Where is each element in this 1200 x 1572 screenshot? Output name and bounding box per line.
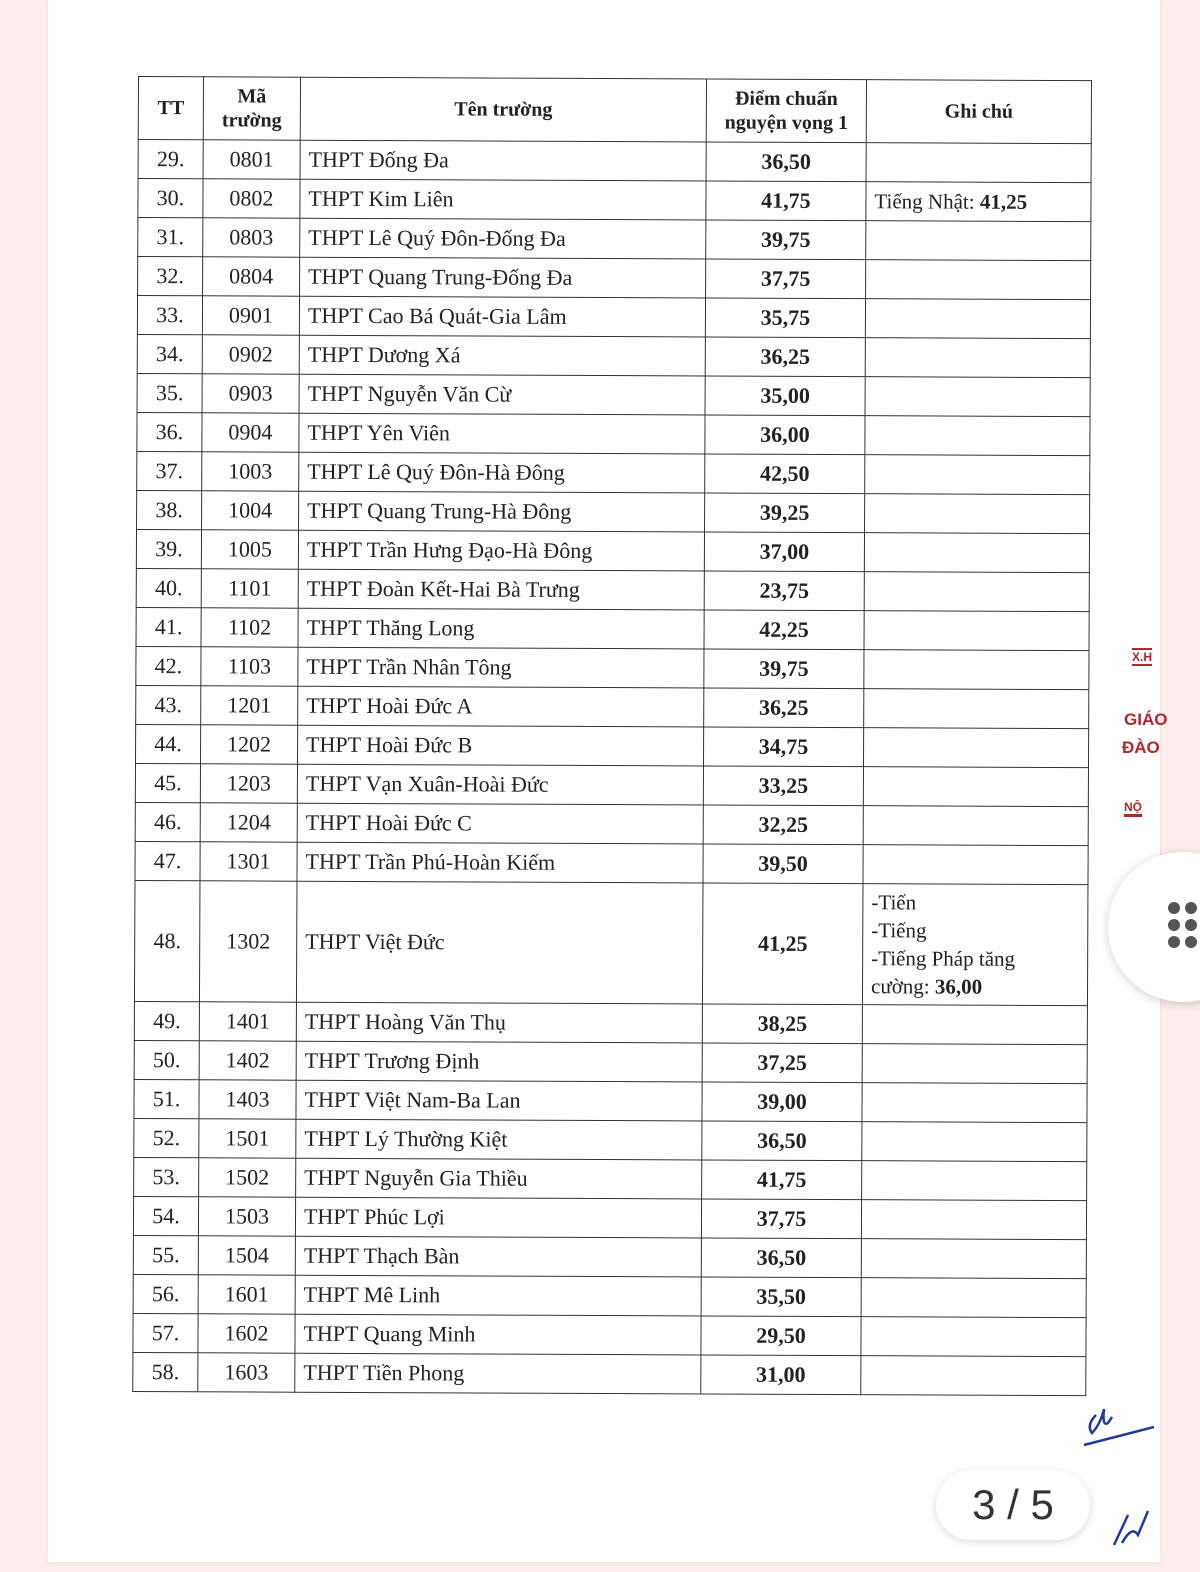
school-name: THPT Thăng Long <box>298 608 704 649</box>
table-row <box>136 724 1089 767</box>
note <box>863 806 1088 846</box>
table-row <box>137 490 1090 533</box>
row-number: 49. <box>134 1001 199 1040</box>
school-name: THPT Trần Hưng Đạo-Hà Đông <box>298 530 704 571</box>
table-row <box>134 1118 1087 1161</box>
stamp-fragment: ĐÀO <box>1122 738 1160 757</box>
row-number: 51. <box>134 1079 199 1118</box>
table-row <box>137 334 1090 377</box>
row-number: 30. <box>138 179 203 218</box>
school-name: THPT Nguyễn Gia Thiều <box>296 1158 702 1199</box>
row-number: 40. <box>136 568 201 607</box>
note <box>866 143 1091 183</box>
stamp-fragment: X.H <box>1132 650 1153 664</box>
note <box>864 533 1089 573</box>
school-code: 0804 <box>203 257 300 296</box>
table-row <box>136 607 1089 650</box>
score: 42,50 <box>705 454 865 494</box>
table-row <box>137 451 1090 494</box>
score: 29,50 <box>701 1316 861 1356</box>
school-name: THPT Việt Đức <box>296 881 703 1004</box>
stamp-fragment: GIÁO <box>1124 710 1168 729</box>
school-name: THPT Hoàng Văn Thụ <box>296 1002 702 1043</box>
table-row <box>138 140 1091 183</box>
school-code: 1203 <box>200 764 297 803</box>
row-number: 36. <box>137 412 202 451</box>
note <box>866 221 1091 261</box>
stamp-fragment: NỘ <box>1124 800 1142 817</box>
table-row <box>138 218 1091 261</box>
note <box>866 260 1091 300</box>
score: 39,50 <box>703 844 863 884</box>
note <box>865 416 1090 456</box>
school-code: 0801 <box>203 140 300 179</box>
table-row <box>133 1313 1086 1356</box>
row-number: 47. <box>135 841 200 880</box>
row-number: 39. <box>136 529 201 568</box>
school-name: THPT Lê Quý Đôn-Đống Đa <box>300 218 706 259</box>
row-number: 48. <box>134 880 200 1001</box>
table-row <box>137 412 1090 455</box>
note <box>862 1122 1087 1162</box>
table-row <box>133 1235 1086 1278</box>
table-row <box>134 1001 1087 1044</box>
row-number: 53. <box>134 1157 199 1196</box>
school-code: 0903 <box>202 374 299 413</box>
row-number: 43. <box>136 685 201 724</box>
school-name: THPT Hoài Đức B <box>297 725 703 766</box>
row-number: 46. <box>135 802 200 841</box>
score: 31,00 <box>701 1355 861 1395</box>
score: 36,50 <box>701 1238 861 1278</box>
table-row <box>138 179 1091 222</box>
table-row <box>137 296 1090 339</box>
note <box>861 1200 1086 1240</box>
school-name: THPT Tiền Phong <box>295 1353 701 1394</box>
school-code: 0803 <box>203 218 300 257</box>
note <box>865 338 1090 378</box>
school-name: THPT Quang Trung-Đống Đa <box>300 257 706 298</box>
school-code: 1004 <box>202 491 299 530</box>
score: 36,50 <box>706 142 866 182</box>
school-code: 1403 <box>199 1080 296 1119</box>
row-number: 33. <box>137 296 202 335</box>
note <box>862 1161 1087 1201</box>
score: 36,50 <box>702 1121 862 1161</box>
note <box>862 1005 1087 1045</box>
score: 41,75 <box>706 181 866 221</box>
row-number: 54. <box>133 1196 198 1235</box>
school-code: 1302 <box>199 881 297 1002</box>
table-row <box>137 373 1090 416</box>
school-code: 1101 <box>201 569 298 608</box>
school-name: THPT Quang Minh <box>295 1314 701 1355</box>
row-number: 32. <box>138 257 203 296</box>
score: 35,00 <box>705 376 865 416</box>
note <box>864 650 1089 690</box>
signature-mark <box>1078 1395 1158 1455</box>
score: 39,75 <box>704 649 864 689</box>
note: -Tiến -Tiếng -Tiếng Pháp tăng cường: 36,00 <box>862 884 1088 1006</box>
header-school-name: Tên trường <box>300 77 706 142</box>
note <box>863 728 1088 768</box>
admission-scores-table <box>132 76 1092 1396</box>
row-number: 56. <box>133 1274 198 1313</box>
score: 37,75 <box>701 1199 861 1239</box>
note <box>865 455 1090 495</box>
row-number: 50. <box>134 1040 199 1079</box>
row-number: 41. <box>136 607 201 646</box>
score: 34,75 <box>703 727 863 767</box>
score: 33,25 <box>703 766 863 806</box>
row-number: 58. <box>133 1352 198 1391</box>
school-name: THPT Thạch Bàn <box>295 1236 701 1277</box>
note: Tiếng Nhật: 41,25 <box>866 182 1091 222</box>
note <box>864 572 1089 612</box>
row-number: 35. <box>137 373 202 412</box>
school-name: THPT Hoài Đức A <box>298 686 704 727</box>
score: 36,00 <box>705 415 865 455</box>
note <box>864 611 1089 651</box>
table-row <box>136 568 1089 611</box>
school-name: THPT Trương Định <box>296 1041 702 1082</box>
school-name: THPT Mê Linh <box>295 1275 701 1316</box>
school-code: 0902 <box>202 335 299 374</box>
score: 38,25 <box>702 1004 862 1044</box>
page-counter: 3 / 5 <box>936 1470 1090 1540</box>
table-row <box>136 529 1089 572</box>
school-code: 1401 <box>199 1002 296 1041</box>
school-name: THPT Đoàn Kết-Hai Bà Trưng <box>298 569 704 610</box>
school-name: THPT Nguyễn Văn Cừ <box>299 374 705 415</box>
table-row <box>135 841 1088 884</box>
row-number: 44. <box>136 724 201 763</box>
row-number: 42. <box>136 646 201 685</box>
school-name: THPT Trần Nhân Tông <box>298 647 704 688</box>
score: 23,75 <box>704 571 864 611</box>
table-row <box>134 1157 1087 1200</box>
signature-mark <box>1108 1505 1158 1555</box>
note <box>865 494 1090 534</box>
note <box>861 1356 1086 1396</box>
school-name: THPT Dương Xá <box>299 335 705 376</box>
school-code: 1102 <box>201 608 298 647</box>
score: 32,25 <box>703 805 863 845</box>
score: 41,75 <box>702 1160 862 1200</box>
school-code: 1503 <box>198 1197 295 1236</box>
school-code: 1204 <box>200 803 297 842</box>
score: 42,25 <box>704 610 864 650</box>
note <box>861 1278 1086 1318</box>
table-row <box>134 880 1088 1005</box>
school-code: 1603 <box>198 1353 295 1392</box>
school-name: THPT Vạn Xuân-Hoài Đức <box>297 764 703 805</box>
grid-dots-icon <box>1168 902 1200 948</box>
row-number: 38. <box>137 490 202 529</box>
row-number: 31. <box>138 218 203 257</box>
table-header <box>138 77 1091 144</box>
note <box>865 299 1090 339</box>
school-code: 1402 <box>199 1041 296 1080</box>
note <box>862 1044 1087 1084</box>
table-row <box>133 1196 1086 1239</box>
score: 39,25 <box>705 493 865 533</box>
note <box>863 767 1088 807</box>
score: 35,75 <box>705 298 865 338</box>
school-name: THPT Lê Quý Đôn-Hà Đông <box>299 452 705 493</box>
school-name: THPT Trần Phú-Hoàn Kiếm <box>297 842 703 883</box>
header-school-code: Mã trường <box>203 77 300 140</box>
row-number: 57. <box>133 1313 198 1352</box>
score: 37,75 <box>706 259 866 299</box>
row-number: 52. <box>134 1118 199 1157</box>
school-code: 1501 <box>199 1119 296 1158</box>
school-code: 1301 <box>200 842 297 881</box>
school-code: 1005 <box>201 530 298 569</box>
note <box>861 1317 1086 1357</box>
table-row <box>133 1352 1086 1395</box>
school-code: 1103 <box>201 647 298 686</box>
school-name: THPT Kim Liên <box>300 179 706 220</box>
school-code: 1504 <box>198 1236 295 1275</box>
note <box>864 689 1089 729</box>
table-row <box>135 763 1088 806</box>
row-number: 37. <box>137 451 202 490</box>
score: 39,75 <box>706 220 866 260</box>
row-number: 34. <box>137 334 202 373</box>
school-name: THPT Quang Trung-Hà Đông <box>299 491 705 532</box>
school-code: 1601 <box>198 1275 295 1314</box>
table-row <box>136 646 1089 689</box>
school-code: 0904 <box>202 413 299 452</box>
header-tt: TT <box>138 77 203 140</box>
header-note: Ghi chú <box>866 80 1091 144</box>
header-score: Điểm chuẩn nguyện vọng 1 <box>706 79 866 143</box>
row-number: 55. <box>133 1235 198 1274</box>
school-name: THPT Yên Viên <box>299 413 705 454</box>
school-code: 1201 <box>201 686 298 725</box>
school-name: THPT Cao Bá Quát-Gia Lâm <box>299 296 705 337</box>
school-code: 0802 <box>203 179 300 218</box>
school-code: 1202 <box>200 725 297 764</box>
table-row <box>135 802 1088 845</box>
note <box>865 377 1090 417</box>
table-row <box>134 1079 1087 1122</box>
note <box>863 845 1088 885</box>
table-row <box>134 1040 1087 1083</box>
table-row <box>136 685 1089 728</box>
school-code: 0901 <box>202 296 299 335</box>
school-name: THPT Phúc Lợi <box>295 1197 701 1238</box>
score: 36,25 <box>705 337 865 377</box>
school-code: 1003 <box>202 452 299 491</box>
score: 36,25 <box>704 688 864 728</box>
table-row <box>133 1274 1086 1317</box>
table-row <box>138 257 1091 300</box>
school-code: 1502 <box>199 1158 296 1197</box>
note <box>861 1239 1086 1279</box>
score: 37,25 <box>702 1043 862 1083</box>
score: 39,00 <box>702 1082 862 1122</box>
school-name: THPT Đống Đa <box>300 140 706 181</box>
note <box>862 1083 1087 1123</box>
score: 41,25 <box>702 883 863 1005</box>
school-name: THPT Lý Thường Kiệt <box>296 1119 702 1160</box>
row-number: 29. <box>138 140 203 179</box>
school-code: 1602 <box>198 1314 295 1353</box>
row-number: 45. <box>135 763 200 802</box>
school-name: THPT Việt Nam-Ba Lan <box>296 1080 702 1121</box>
score: 37,00 <box>704 532 864 572</box>
school-name: THPT Hoài Đức C <box>297 803 703 844</box>
score: 35,50 <box>701 1277 861 1317</box>
